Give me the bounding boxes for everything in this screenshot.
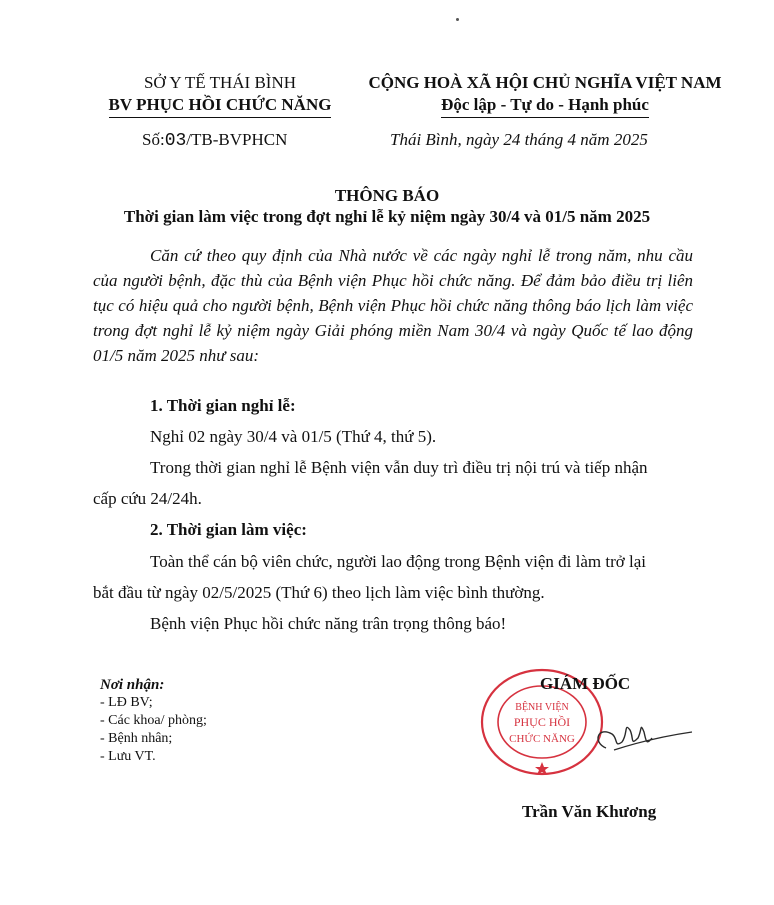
section1-heading: 1. Thời gian nghỉ lễ: [150,396,296,415]
signer-title: GIÁM ĐỐC [540,674,631,693]
recipients [100,676,207,766]
handwritten-signature [584,712,694,762]
recipient-item: - Các khoa/ phòng; [100,713,207,728]
org-line1: SỞ Y TẾ THÁI BÌNH [143,73,297,92]
org-line2 [100,94,340,118]
stamp-text-line2: PHỤC HỒI [513,715,571,729]
organization-header [100,72,340,118]
document-number [142,130,287,151]
doc-number-prefix: Số: [142,130,165,149]
section1-line2a: Trong thời gian nghỉ lễ Bệnh viện vẫn duy trì điều trị nội trú và tiếp nhận [150,458,648,477]
closing-line: Bệnh viện Phục hồi chức năng trân trọng thông báo! [150,614,507,633]
stamp-text-line1: BỆNH VIỆN [515,702,569,713]
section1-line2b: cấp cứu 24/24h. [93,489,202,508]
national-header [345,72,745,118]
recipient-item: - LĐ BV; [100,695,153,710]
nation-line1: CỘNG HOÀ XÃ HỘI CHỦ NGHĨA VIỆT NAM [368,73,722,92]
document-subtitle: Thời gian làm việc trong đợt nghỉ lễ kỷ niệm ngày 30/4 và 01/5 năm 2025 [123,207,651,226]
place-date: Thái Bình, ngày 24 tháng 4 năm 2025 [390,130,648,149]
signer-name: Trần Văn Khương [522,802,657,821]
section2-heading: 2. Thời gian làm việc: [150,520,307,539]
doc-number-suffix: /TB-BVPHCN [186,130,288,149]
signature-stroke [598,727,652,748]
recipients-heading: Nơi nhận: [100,677,165,693]
intro-paragraph: Căn cứ theo quy định của Nhà nước về các ngày nghỉ lễ trong năm, nhu cầu của người bệnh, đặc thù của Bệnh viện Phục hồi chức năng. Để đảm bảo điều trị liên tục có hiệu quả cho người bệnh, Bệnh viện Phục hồi chức năng thông báo lịch làm việc trong đợt nghỉ lễ kỷ niệm ngày Giải phóng miền Nam 30/4 và ngày Quốc tế lao động 01/5 năm 2025 như sau: [93,246,693,365]
section1-line1: Nghỉ 02 ngày 30/4 và 01/5 (Thứ 4, thứ 5). [150,427,437,446]
section2-line1b: bắt đầu từ ngày 02/5/2025 (Thứ 6) theo lịch làm việc bình thường. [93,583,545,602]
recipient-item: - Lưu VT. [100,749,156,764]
recipient-item: - Bệnh nhân; [100,731,173,746]
doc-number-value: 03 [164,131,187,151]
nation-line2-text: Độc lập - Tự do - Hạnh phúc [441,94,649,118]
document-title: THÔNG BÁO [334,186,440,205]
nation-line2 [345,94,745,118]
scan-speck [456,18,459,21]
section2-line1a: Toàn thể cán bộ viên chức, người lao động trong Bệnh viện đi làm trở lại [150,552,646,571]
stamp-text-line3: CHỨC NĂNG [509,733,575,745]
org-line2-text: BV PHỤC HỒI CHỨC NĂNG [109,94,332,118]
